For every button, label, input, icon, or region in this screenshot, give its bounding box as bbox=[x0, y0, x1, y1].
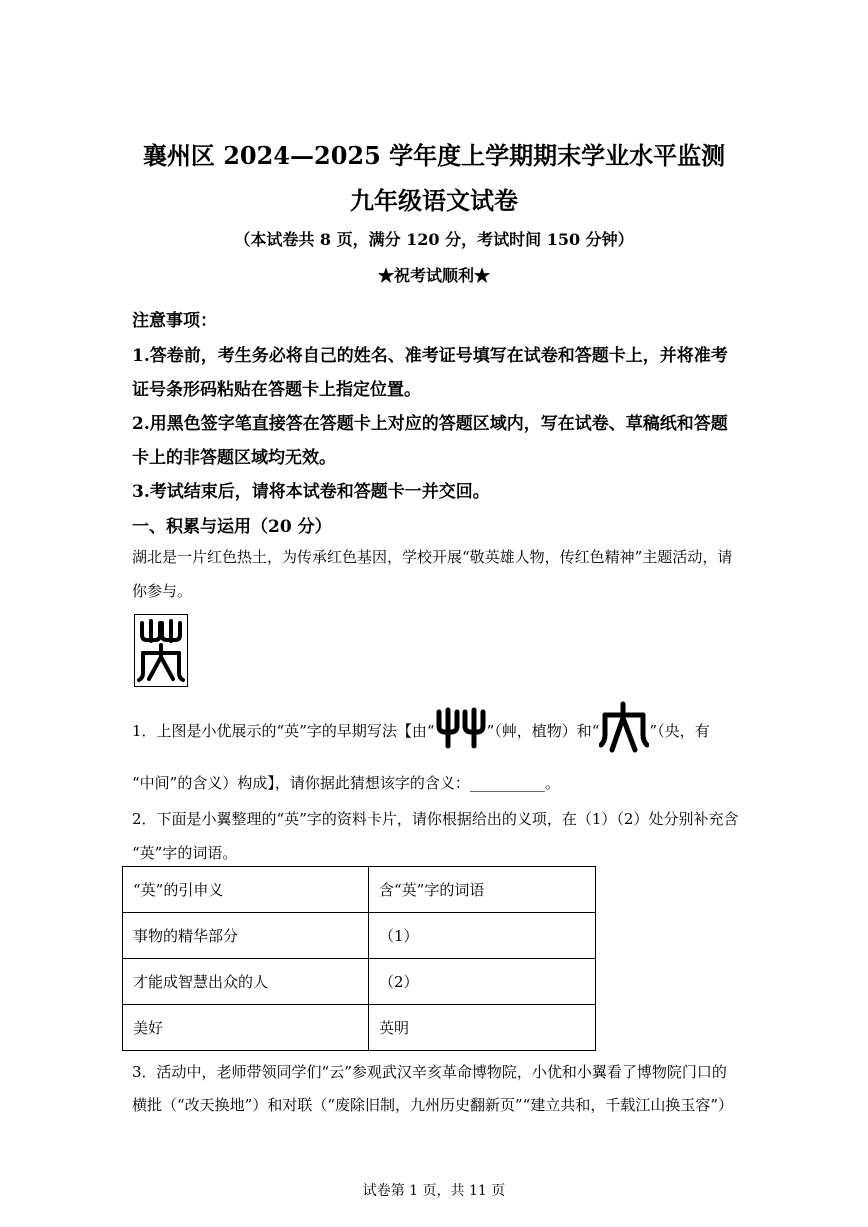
q2-line-2: “英”字的词语。 bbox=[132, 844, 238, 862]
table-cell: 美好 bbox=[123, 1005, 369, 1051]
note-3: 3.考试结束后，请将本试卷和答题卡一并交回。 bbox=[132, 482, 490, 502]
section-1-intro-line-1: 湖北是一片红色热土，为传承红色基因，学校开展“敬英雄人物，传红色精神”主题活动，请 bbox=[132, 548, 733, 566]
q1-text-b: ”（艸，植物）和“ bbox=[486, 721, 600, 740]
table-cell: 英明 bbox=[369, 1005, 596, 1051]
q1-text-c: ”（央，有 bbox=[649, 721, 710, 740]
note-1-line-2: 证号条形码粘贴在答题卡上指定位置。 bbox=[132, 380, 421, 400]
section-1-heading: 一、积累与运用（20 分） bbox=[132, 517, 332, 537]
section-1-intro-line-2: 你参与。 bbox=[132, 582, 193, 600]
table-cell: （1） bbox=[369, 913, 596, 959]
note-1-line-1: 1.答卷前，考生务必将自己的姓名、准考证号填写在试卷和答题卡上，并将准考 bbox=[132, 346, 728, 366]
exam-wish: ★祝考试顺利★ bbox=[377, 266, 490, 285]
exam-subtitle: 九年级语文试卷 bbox=[350, 186, 518, 215]
q1-line-2: “中间”的含义）构成】，请你据此猜想该字的含义：__________。 bbox=[132, 774, 560, 792]
table-header-cell: 含“英”字的词语 bbox=[369, 867, 596, 913]
exam-title: 襄州区 2024—2025 学年度上学期期末学业水平监测 bbox=[142, 141, 726, 170]
table-header-row bbox=[123, 867, 596, 913]
table-cell: 事物的精华部分 bbox=[123, 913, 369, 959]
note-2-line-2: 卡上的非答题区域均无效。 bbox=[132, 448, 336, 468]
cao-radical-glyph-icon bbox=[435, 706, 487, 754]
table-row bbox=[123, 1005, 596, 1051]
yang-glyph-icon bbox=[599, 701, 649, 759]
ancient-ying-character-image bbox=[134, 614, 188, 687]
q3-line-2: 横批（“改天换地”）和对联（“废除旧制，九州历史翻新页”“建立共和，千载江山换玉容”） bbox=[132, 1096, 734, 1114]
q3-line-1: 3．活动中，老师带领同学们“云”参观武汉辛亥革命博物院，小优和小翼看了博物院门口的 bbox=[132, 1063, 727, 1081]
ying-info-card-table bbox=[122, 866, 596, 1051]
table-header-cell: “英”的引申义 bbox=[123, 867, 369, 913]
table-cell: （2） bbox=[369, 959, 596, 1005]
notes-heading: 注意事项： bbox=[132, 311, 217, 331]
table-cell: 才能成智慧出众的人 bbox=[123, 959, 369, 1005]
note-2-line-1: 2.用黑色签字笔直接答在答题卡上对应的答题区域内，写在试卷、草稿纸和答题 bbox=[132, 414, 728, 434]
q1-line-1 bbox=[132, 706, 710, 754]
q1-text-a: 1．上图是小优展示的“英”字的早期写法【由“ bbox=[132, 721, 435, 740]
page-footer: 试卷第 1 页，共 11 页 bbox=[362, 1183, 506, 1199]
exam-info: （本试卷共 8 页，满分 120 分，考试时间 150 分钟） bbox=[234, 230, 634, 249]
table-row bbox=[123, 913, 596, 959]
q2-line-1: 2．下面是小翼整理的“英”字的资料卡片，请你根据给出的义项，在（1）（2）处分别补充含 bbox=[132, 810, 739, 828]
table-row bbox=[123, 959, 596, 1005]
